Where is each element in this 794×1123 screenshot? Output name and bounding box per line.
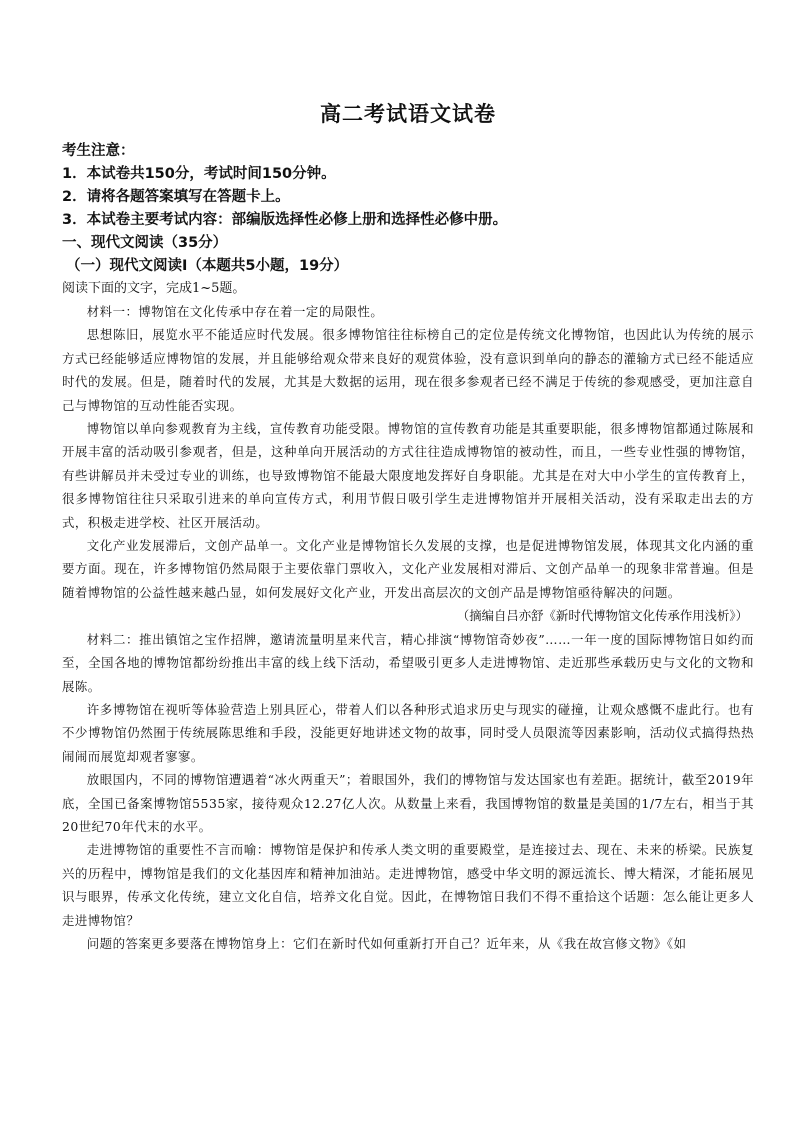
material-two: [62, 628, 754, 956]
notice-item: 1．本试卷共150分，考试时间150分钟。: [62, 166, 336, 182]
material-paragraph: 博物馆以单向参观教育为主线，宣传教育功能受限。博物馆的宣传教育功能是其重要职能，很多博物馆都通过陈展和开展丰富的活动吸引参观者，但是，这种单向开展活动的方式往往造成博物馆的被动性，而且，一些专业性强的博物馆，有些讲解员并未受过专业的训练，也导致博物馆不能最大限度地发挥好自身职能。尤其是在对大中小学生的宣传教育上，很多博物馆往往只采取引进来的单向宣传方式，利用节假日吸引学生走进博物馆并开展相关活动，没有采取走出去的方式，积极走进学校、社区开展活动。: [62, 421, 754, 530]
notice-item: 3．本试卷主要考试内容：部编版选择性必修上册和选择性必修中册。: [62, 212, 508, 228]
subsection-heading: （一）现代文阅读Ⅰ（本题共5小题，19分）: [66, 258, 349, 274]
candidate-notice: [62, 140, 754, 232]
reading-instruction: 阅读下面的文字，完成1~5题。: [62, 281, 246, 296]
material-paragraph: 问题的答案更多要落在博物馆身上：它们在新时代如何重新打开自己？近年来，从《我在故宫修文物》《如: [86, 935, 687, 951]
material-paragraph: 材料二：推出镇馆之宝作招牌，邀请流量明星来代言，精心排演“博物馆奇妙夜”……一年一度的国际博物馆日如约而至，全国各地的博物馆都纷纷推出丰富的线上线下活动，希望吸引更多人走进博物馆、走近那些承载历史与文化的文物和展陈。: [62, 631, 754, 694]
page-title: 高二考试语文试卷: [320, 101, 496, 126]
material-paragraph: 材料一：博物馆在文化传承中存在着一定的局限性。: [86, 304, 384, 319]
notice-item: 2．请将各题答案填写在答题卡上。: [62, 189, 290, 205]
section-heading: 一、现代文阅读（35分）: [62, 235, 228, 251]
material-paragraph: 思想陈旧，展览水平不能适应时代发展。很多博物馆往往标榜自己的定位是传统文化博物馆，也因此认为传统的展示方式已经能够适应博物馆的发展，并且能够给观众带来良好的观赏体验，没有意识到单向的静态的灌输方式已经不能适应时代的发展。但是，随着时代的发展，尤其是大数据的运用，现在很多参观者已经不满足于传统的参观感受，更加注意自己与博物馆的互动性能否实现。: [62, 327, 754, 413]
material-paragraph: 走进博物馆的重要性不言而喻：博物馆是保护和传承人类文明的重要殿堂，是连接过去、现在、未来的桥梁。民族复兴的历程中，博物馆是我们的文化基因库和精神加油站。走进博物馆，感受中华文明的源远流长、博大精深，才能拓展见识与眼界，传承文化传统，建立文化自信，培养文化自觉。因此，在博物馆日我们不得不重拾这个话题：怎么能让更多人走进博物馆？: [62, 842, 754, 928]
material-paragraph: 放眼国内，不同的博物馆遭遇着“冰火两重天”；着眼国外，我们的博物馆与发达国家也有差距。据统计，截至2019年底，全国已备案博物馆5535家，接待观众12.27亿人次。从数量上来看，我国博物馆的数量是美国的1/7左右，相当于其20世纪70年代末的水平。: [62, 772, 754, 834]
material-one: [62, 300, 754, 628]
material-source: （摘编自吕亦舒《新时代博物馆文化传承作用浅析》）: [456, 608, 748, 624]
material-paragraph: 许多博物馆在视听等体验营造上别具匠心，带着人们以各种形式追求历史与现实的碰撞，让观众感慨不虚此行。也有不少博物馆仍然囿于传统展陈思维和手段，没能更好地讲述文物的故事，同时受人员限流等因素影响，活动仪式搞得热热闹闹而展览却观者寥寥。: [62, 701, 754, 764]
notice-heading: 考生注意：: [62, 143, 135, 159]
material-paragraph: 文化产业发展滞后，文创产品单一。文化产业是博物馆长久发展的支撑，也是促进博物馆发展，体现其文化内涵的重要方面。现在，许多博物馆仍然局限于主要依靠门票收入，文化产业发展相对滞后、文创产品单一的现象非常普遍。但是随着博物馆的公益性越来越凸显，如何发展好文化产业，开发出高层次的文创产品是博物馆亟待解决的问题。: [62, 538, 754, 600]
